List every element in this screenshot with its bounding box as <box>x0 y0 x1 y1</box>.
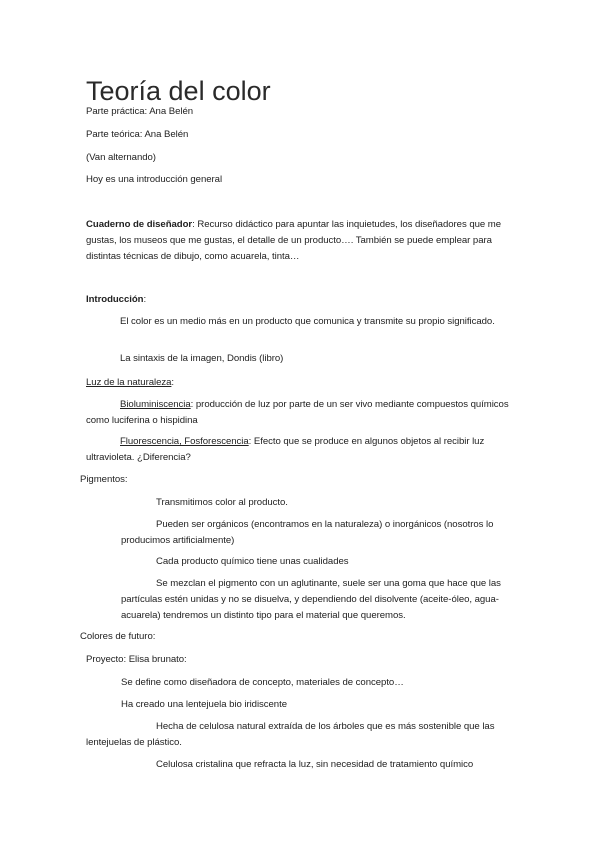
cuaderno-term: Cuaderno de diseñador <box>86 219 193 230</box>
cuaderno-text: : Recurso didáctico para apuntar las inquietudes, los diseñadores que me gustas, los museos que me gustas, el detalle de un producto…. También se puede emplear para distintas técnicas de dibujo, como acuarela, tinta… <box>86 219 502 262</box>
introduccion-heading <box>86 292 146 308</box>
pigmentos-p2: Pueden ser orgánicos (encontramos en la naturaleza) o inorgánicos (nosotros lo producimos artificialmente) <box>121 519 494 546</box>
luz-colon: : <box>171 377 175 388</box>
futuro-proyecto: Proyecto: Elisa brunato: <box>86 654 187 665</box>
pigmentos-p1: Transmitimos color al producto. <box>156 497 288 508</box>
pigmentos-p4: Se mezclan el pigmento con un aglutinante, suele ser una goma que hace que las partículas estén unidas y no se disuelva, y dependiendo del disolvente (aceite-óleo, agua-acuarela) tendremos un distinto tipo para el material que queremos. <box>121 578 501 621</box>
introduccion-heading-text: Introducción <box>86 294 144 305</box>
bio-term: Bioluminiscencia <box>120 399 191 410</box>
luz-heading <box>86 375 174 391</box>
luz-fluorescencia <box>86 434 526 466</box>
futuro-p2: Ha creado una lentejuela bio iridiscente <box>121 699 287 710</box>
page-title: Teoría del color <box>86 76 271 106</box>
pigmentos-p3: Cada producto químico tiene unas cualidades <box>156 556 349 567</box>
luz-bioluminiscencia <box>86 397 516 429</box>
luz-heading-text: Luz de la naturaleza <box>86 377 172 388</box>
futuro-p4: Celulosa cristalina que refracta la luz, sin necesidad de tratamiento químico <box>156 759 474 770</box>
pigmentos-heading: Pigmentos: <box>80 474 128 485</box>
fluo-term: Fluorescencia, Fosforescencia <box>120 436 249 447</box>
futuro-p1: Se define como diseñadora de concepto, materiales de concepto… <box>121 677 404 688</box>
bio-text: : producción de luz por parte de un ser vivo mediante compuestos químicos como luciferina o hispidina <box>86 399 509 426</box>
header-practica: Parte práctica: Ana Belén <box>86 106 194 117</box>
header-intro-general: Hoy es una introducción general <box>86 174 223 185</box>
fluo-text: : Efecto que se produce en algunos objetos al recibir luz ultravioleta. ¿Diferencia? <box>86 436 485 463</box>
introduccion-colon: : <box>143 294 147 305</box>
introduccion-p1: El color es un medio más en un producto que comunica y transmite su propio significado. <box>120 316 495 327</box>
futuro-p3: Hecha de celulosa natural extraída de los árboles que es más sostenible que las lentejuelas de plástico. <box>86 721 495 748</box>
header-alternando: (Van alternando) <box>86 152 156 163</box>
futuro-heading: Colores de futuro: <box>80 631 156 642</box>
header-teorica: Parte teórica: Ana Belén <box>86 129 189 140</box>
cuaderno-paragraph <box>86 217 526 264</box>
introduccion-p2: La sintaxis de la imagen, Dondis (libro) <box>120 353 284 364</box>
